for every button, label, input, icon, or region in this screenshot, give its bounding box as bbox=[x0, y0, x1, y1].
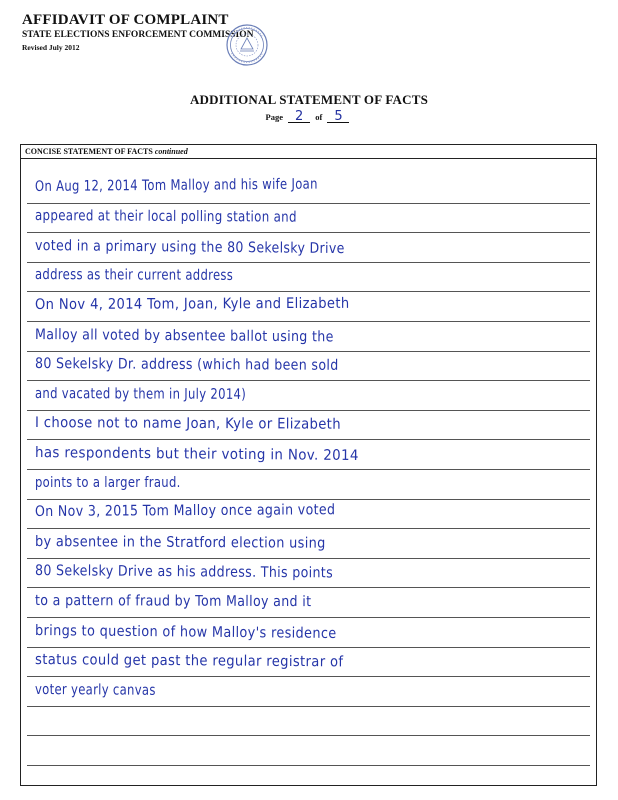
ruled-line bbox=[27, 499, 590, 500]
page-label: Page bbox=[265, 112, 283, 122]
handwritten-line: On Aug 12, 2014 Tom Malloy and his wife Joan bbox=[34, 176, 318, 195]
ruled-line bbox=[27, 528, 590, 529]
handwritten-line: 80 Sekelsky Dr. address (which had been sold bbox=[34, 356, 339, 375]
handwritten-line bbox=[35, 741, 588, 765]
page-title: ADDITIONAL STATEMENT OF FACTS bbox=[189, 92, 429, 107]
handwritten-line bbox=[35, 711, 588, 735]
handwritten-line: has respondents but their voting in Nov. 2014 bbox=[34, 445, 359, 465]
ruled-lines bbox=[21, 159, 596, 785]
page-number: 2 bbox=[288, 111, 310, 123]
revision-date: Revised July 2012 bbox=[22, 43, 80, 52]
handwritten-line: to a pattern of fraud by Tom Malloy and it bbox=[34, 593, 312, 611]
handwritten-line: voted in a primary using the 80 Sekelsky Drive bbox=[34, 237, 345, 257]
handwritten-line: brings to question of how Malloy's residence bbox=[34, 622, 337, 642]
statement-box-continued: continued bbox=[154, 147, 188, 156]
ruled-line bbox=[27, 203, 590, 204]
ruled-line bbox=[27, 321, 590, 322]
handwritten-line: appeared at their local polling station and bbox=[34, 208, 297, 226]
form-title: AFFIDAVIT OF COMPLAINT bbox=[22, 12, 229, 28]
page-total: 5 bbox=[327, 111, 349, 123]
handwritten-line: and vacated by them in July 2014) bbox=[34, 385, 247, 403]
handwritten-line: I choose not to name Joan, Kyle or Elizabeth bbox=[34, 415, 341, 434]
handwritten-line: address as their current address bbox=[34, 267, 234, 285]
handwritten-line: by absentee in the Stratford election using bbox=[34, 533, 326, 552]
statement-box-header bbox=[21, 145, 596, 159]
agency-name: STATE ELECTIONS ENFORCEMENT COMMISSION bbox=[22, 30, 254, 40]
handwritten-line: 80 Sekelsky Drive as his address. This points bbox=[34, 563, 334, 582]
handwritten-line: voter yearly canvas bbox=[34, 681, 156, 699]
of-label: of bbox=[315, 112, 323, 122]
handwritten-line: points to a larger fraud. bbox=[35, 474, 181, 491]
handwritten-line: Malloy all voted by absentee ballot using the bbox=[34, 326, 334, 345]
handwritten-line: On Nov 4, 2014 Tom, Joan, Kyle and Elizabeth bbox=[34, 295, 350, 313]
statement-box bbox=[20, 144, 597, 786]
handwritten-line: status could get past the regular registrar of bbox=[34, 652, 344, 671]
statement-box-label: CONCISE STATEMENT OF FACTS bbox=[25, 147, 153, 156]
handwritten-line: On Nov 3, 2015 Tom Malloy once again voted bbox=[34, 502, 336, 521]
state-seal-icon bbox=[226, 24, 268, 66]
page-indicator bbox=[0, 111, 618, 123]
ruled-line bbox=[27, 765, 590, 766]
ruled-line bbox=[27, 735, 590, 736]
